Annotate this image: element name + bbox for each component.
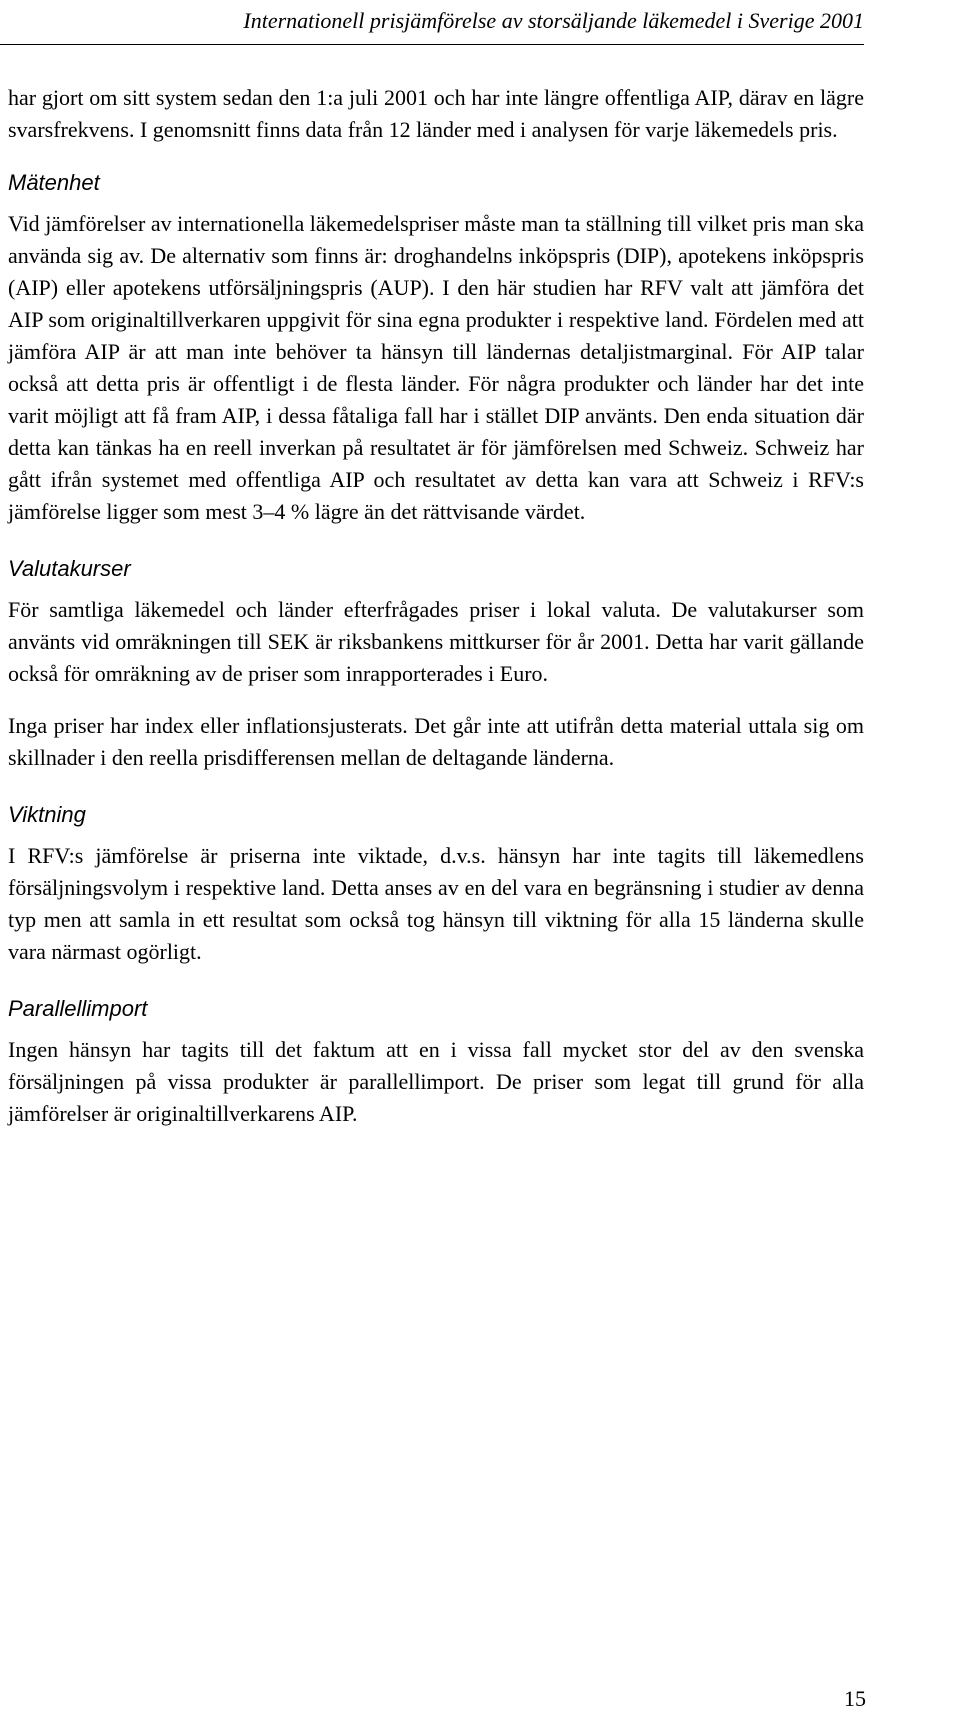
valutakurser-paragraph-1: För samtliga läkemedel och länder efterfrågades priser i lokal valuta. De valutakurser som använts vid omräkningen till SEK är riksbankens mittkurser för år 2001. Detta har varit gällande också för omräkning av de priser som inrapporterades i Euro. — [8, 597, 864, 686]
header-divider — [0, 44, 864, 45]
running-header: Internationell prisjämförelse av storsäljande läkemedel i Sverige 2001 — [243, 8, 864, 33]
heading-parallellimport: Parallellimport — [8, 996, 148, 1021]
document-body — [8, 82, 864, 1130]
heading-valutakurser: Valutakurser — [8, 556, 131, 581]
matenhet-paragraph: Vid jämförelser av internationella läkemedelspriser måste man ta ställning till vilket pris man ska använda sig av. De alternativ som finns är: droghandelns inköpspris (DIP), apotekens inköpspris (AIP) eller apotekens utförsäljningspris (AUP). I den här studien har RFV valt att jämföra det AIP som originaltillverkaren uppgivit för sina egna produkter i respektive land. Fördelen med att jämföra AIP är att man inte behöver ta hänsyn till ländernas detaljistmarginal. För AIP talar också att detta pris är offentligt i de flesta länder. För några produkter och länder har det inte varit möjligt att få fram AIP, i dessa fåtaliga fall har i stället DIP använts. Den enda situation där detta kan tänkas ha en reell inverkan på resultatet är för jämförelsen med Schweiz. Schweiz har gått ifrån systemet med offentliga AIP och resultatet av detta kan vara att Schweiz i RFV:s jämförelse ligger som mest 3–4 % lägre än det rättvisande värdet. — [8, 211, 864, 524]
heading-viktning: Viktning — [8, 802, 86, 827]
parallellimport-paragraph: Ingen hänsyn har tagits till det faktum att en i vissa fall mycket stor del av den svenska försäljningen på vissa produkter är parallellimport. De priser som legat till grund för alla jämförelser är originaltillverkarens AIP. — [8, 1037, 864, 1126]
viktning-paragraph: I RFV:s jämförelse är priserna inte viktade, d.v.s. hänsyn har inte tagits till läkemedlens försäljningsvolym i respektive land. Detta anses av en del vara en begränsning i studier av denna typ men att samla in ett resultat som också tog hänsyn till viktning för alla 15 länderna skulle vara närmast ogörligt. — [8, 843, 864, 964]
page-number: 15 — [844, 1686, 866, 1711]
intro-paragraph: har gjort om sitt system sedan den 1:a juli 2001 och har inte längre offentliga AIP, därav en lägre svarsfrekvens. I genomsnitt finns data från 12 länder med i analysen för varje läkemedels pris. — [8, 85, 864, 142]
valutakurser-paragraph-2: Inga priser har index eller inflationsjusterats. Det går inte att utifrån detta material uttala sig om skillnader i den reella prisdifferensen mellan de deltagande länderna. — [8, 713, 864, 770]
heading-matenhet: Mätenhet — [8, 170, 100, 195]
